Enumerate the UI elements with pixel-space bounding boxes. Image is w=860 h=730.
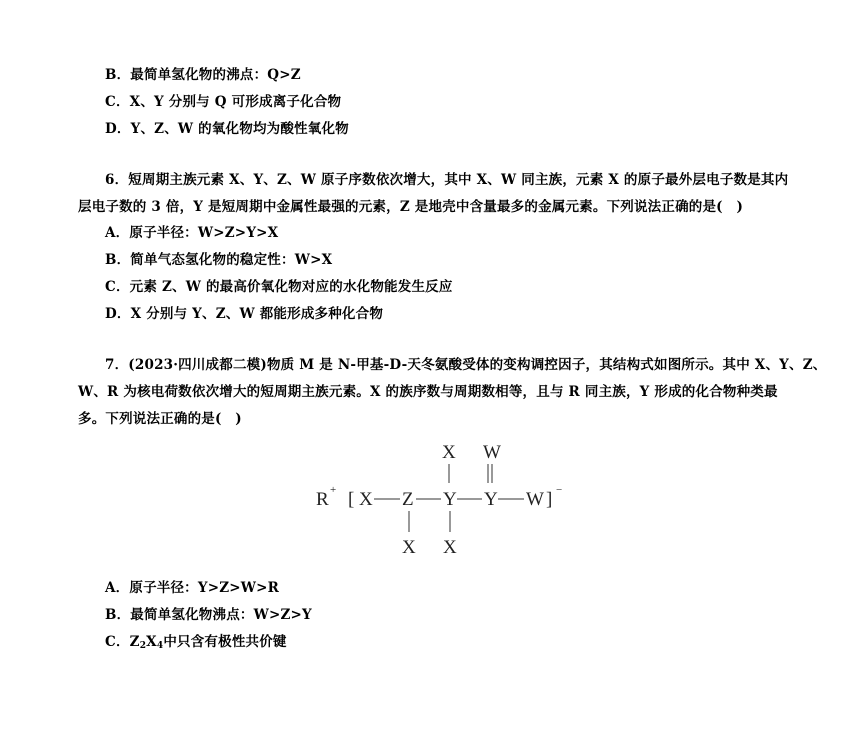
cation-charge: + (330, 484, 337, 496)
atom-top-x: X (442, 442, 456, 463)
q7-option-b: B．最简单氢化物沸点：W>Z>Y (105, 607, 312, 623)
q6-stem-line2: 层电子数的 3 倍，Y 是短周期中金属性最强的元素，Z 是地壳中含量最多的金属元素。下列说法正确的是( ) (78, 199, 744, 215)
q5-option-c: C．X、Y 分别与 Q 可形成离子化合物 (105, 94, 342, 110)
atom-y2: Y (484, 489, 498, 510)
q7-option-c-sub1: 2 (139, 641, 147, 651)
q6-option-a: A．原子半径：W>Z>Y>X (105, 225, 279, 241)
q7-option-c-suffix: 中只含有极性共价键 (163, 634, 287, 650)
q5-option-d: D．Y、Z、W 的氧化物均为酸性氧化物 (105, 121, 349, 137)
q6-option-d: D．X 分别与 Y、Z、W 都能形成多种化合物 (105, 306, 384, 322)
q7-stem-line2: W、R 为核电荷数依次增大的短周期主族元素。X 的族序数与周期数相等，且与 R 同主族，Y 形成的化合物种类最 (78, 384, 778, 400)
atom-w-right: W (526, 489, 544, 510)
atom-z: Z (402, 489, 414, 510)
q6-stem-line1: 6．短周期主族元素 X、Y、Z、W 原子序数依次增大，其中 X、W 同主族，元素 X 的原子最外层电子数是其内 (105, 172, 789, 188)
atom-bottom-x1: X (402, 537, 416, 558)
q6-option-b: B．简单气态氢化物的稳定性：W>X (105, 252, 333, 268)
bracket-open: [ (348, 489, 355, 510)
q7-option-c (105, 630, 287, 651)
bracket-close: ] (546, 489, 553, 510)
structural-formula-svg (310, 438, 580, 560)
q7-stem-line3: 多。下列说法正确的是( ) (78, 411, 242, 427)
atom-y1: Y (443, 489, 457, 510)
q7-stem-line1: 7．(2023·四川成都二模)物质 M 是 N-甲基-D-天冬氨酸受体的变构调控因子，其结构式如图所示。其中 X、Y、Z、 (105, 357, 827, 373)
q7-option-a: A．原子半径：Y>Z>W>R (105, 580, 280, 596)
q7-option-c-prefix: C．Z (105, 634, 140, 650)
atom-top-w: W (483, 442, 501, 463)
atom-bottom-x2: X (443, 537, 457, 558)
q5-option-b: B．最简单氢化物的沸点：Q>Z (105, 67, 301, 83)
structural-formula (310, 438, 580, 560)
q6-option-c: C．元素 Z、W 的最高价氧化物对应的水化物能发生反应 (105, 279, 453, 295)
q7-option-c-sub2: 4 (156, 641, 164, 651)
cation-r: R (316, 489, 329, 510)
q7-option-c-mid: X (146, 634, 157, 650)
atom-x-left: X (359, 489, 373, 510)
anion-charge: − (556, 484, 563, 496)
